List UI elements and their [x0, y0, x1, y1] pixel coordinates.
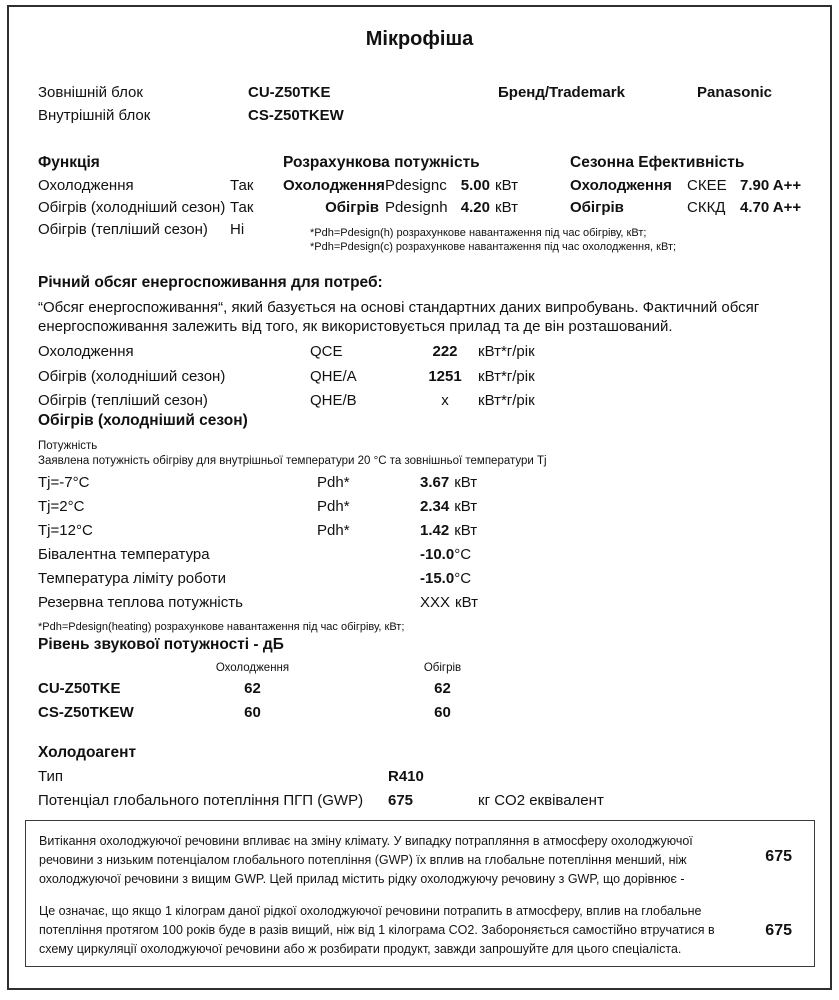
heating-footnote: *Pdh=Pdesign(heating) розрахункове навантаження під час обігріву, кВт; — [38, 621, 405, 633]
function-row — [38, 221, 283, 243]
seasonal-efficiency-title: Сезонна Ефективність — [570, 154, 745, 171]
sound-heating-value: 62 — [434, 680, 451, 697]
annual-energy-row — [38, 343, 808, 368]
seasonal-label: Охолодження — [570, 177, 672, 194]
indoor-unit-label: Внутрішній блок — [38, 107, 151, 124]
heating-unit: кВт — [455, 594, 478, 611]
annual-unit: кВт*г/рік — [478, 343, 535, 360]
seasonal-efficiency-column — [570, 154, 830, 221]
heating-unit: кВт — [454, 522, 478, 539]
function-title: Функція — [38, 154, 100, 171]
outdoor-unit-label: Зовнішній блок — [38, 84, 143, 101]
seasonal-code: СККД — [687, 199, 726, 216]
gwp-notice-box — [25, 820, 815, 967]
annual-label: Обігрів (холодніший сезон) — [38, 367, 226, 385]
design-capacity-row — [283, 199, 568, 221]
annual-label: Обігрів (тепліший сезон) — [38, 392, 208, 409]
function-label: Обігрів (тепліший сезон) — [38, 221, 208, 238]
design-capacity-label: Обігрів — [325, 199, 379, 216]
annual-value: 222 — [432, 343, 458, 360]
design-capacity-title: Розрахункова потужність — [283, 154, 480, 171]
annual-energy-title: Річний обсяг енергоспоживання для потреб: — [38, 274, 383, 291]
heating-label: Температура ліміту роботи — [38, 570, 226, 587]
sound-power-row — [38, 680, 808, 704]
brand-value: Panasonic — [697, 84, 773, 101]
seasonal-efficiency-row — [570, 177, 830, 199]
heating-row — [38, 546, 808, 570]
brand-label: Бренд/Trademark — [498, 84, 625, 101]
heating-label: Бівалентна температура — [38, 546, 210, 563]
heating-value: 1.42 — [420, 522, 450, 539]
heating-label: Tj=12°C — [38, 522, 93, 539]
heating-label: Резервна теплова потужність — [38, 594, 243, 611]
heating-code: Pdh* — [317, 498, 350, 515]
design-capacity-footnotes — [310, 226, 676, 254]
gwp-value-1: 675 — [765, 848, 792, 865]
heating-value: 3.67 — [420, 474, 450, 491]
refrigerant-section — [38, 744, 808, 815]
gwp-paragraph-2: Це означає, що якщо 1 кілограм даної рідкої охолоджуючої речовини потрапить в атмосферу, вплив на глобальне потепління протягом 100 років буде в разів вищий, ніж від 1 кілограма CO2. Забороняється самостійно втручатися в схему циркуляції охолоджуючої речовини або ж розбирати продукт, завжди запрошуйте для цього спеціаліста. — [39, 904, 715, 956]
gwp-paragraph-1: Витікання охолоджуючої речовини впливає на зміну клімату. У випадку потрапляння в атмосферу охолоджуючої речовини з низьким потенціалом глобального потепління (GWP) їх вплив на глобальне потепління менший, ніж охолоджуючої речовини з вищим GWP. Цей прилад містить рідку охолоджуючу речовину з GWP, що дорівнює - — [39, 834, 693, 886]
refrigerant-title: Холодоагент — [38, 744, 137, 761]
footnote: *Pdh=Pdesign(c) розрахункове навантаження під час охолодження, кВт; — [310, 241, 677, 253]
seasonal-value: 4.70 A++ — [740, 199, 802, 216]
annual-value: 1251 — [428, 367, 462, 385]
heating-row — [38, 570, 808, 594]
unit-header-block — [38, 84, 808, 130]
seasonal-efficiency-row — [570, 199, 830, 221]
sound-model: CS-Z50TKEW — [38, 704, 134, 721]
heating-section — [38, 412, 808, 633]
indoor-unit-row — [38, 107, 808, 130]
annual-label: Охолодження — [38, 343, 134, 360]
design-capacity-row — [283, 177, 568, 199]
function-column — [38, 154, 283, 243]
function-value: Так — [230, 199, 254, 216]
annual-energy-description: “Обсяг енергоспоживання“, який базується на основі стандартних даних випробувань. Фактичний обсяг енергоспоживання залежить від того, як використовується прилад та де він розташований. — [38, 299, 760, 335]
annual-code: QHE/B — [310, 392, 357, 409]
sound-power-row — [38, 704, 808, 728]
heating-unit: кВт — [454, 474, 478, 491]
heating-code: Pdh* — [317, 522, 350, 539]
annual-code: QCE — [310, 343, 343, 360]
function-label: Обігрів (холодніший сезон) — [38, 199, 226, 216]
heating-label: Tj=2°C — [38, 498, 85, 515]
refrigerant-gwp-value: 675 — [388, 792, 414, 809]
annual-energy-section — [38, 274, 808, 417]
outdoor-unit-row — [38, 84, 808, 107]
annual-unit: кВт*г/рік — [478, 392, 535, 409]
sound-power-section — [38, 636, 808, 728]
heating-code — [317, 570, 420, 594]
function-row — [38, 199, 283, 221]
design-capacity-value: 5.00 — [460, 177, 490, 194]
heating-code — [317, 594, 420, 618]
design-capacity-label: Охолодження — [283, 177, 385, 194]
heating-row — [38, 474, 808, 498]
heating-note: Заявлена потужність обігріву для внутрішньої температури 20 °C та зовнішньої температури Tj — [38, 455, 547, 467]
annual-energy-row — [38, 368, 808, 393]
design-capacity-value: 4.20 — [460, 199, 490, 216]
heating-row — [38, 594, 808, 618]
heating-row — [38, 522, 808, 546]
refrigerant-type-row — [38, 768, 808, 791]
function-row — [38, 177, 283, 199]
page-title: Мікрофіша — [365, 28, 474, 50]
sound-model: CU-Z50TKE — [38, 680, 121, 697]
sound-power-col-headers — [38, 662, 808, 680]
heating-unit: °C — [454, 546, 472, 563]
gwp-value-2: 675 — [765, 922, 792, 939]
seasonal-label: Обігрів — [570, 199, 624, 216]
sound-power-title: Рівень звукової потужності - дБ — [38, 636, 284, 653]
annual-value: x — [441, 392, 449, 409]
function-value: Ні — [230, 221, 245, 238]
sound-col-heating: Обігрів — [423, 662, 462, 674]
heating-code: Pdh* — [317, 474, 350, 491]
heating-row — [38, 498, 808, 522]
footnote: *Pdh=Pdesign(h) розрахункове навантаження під час обігріву, кВт; — [310, 227, 647, 239]
seasonal-value: 7.90 A++ — [740, 177, 802, 194]
outdoor-unit-model: CU-Z50TKE — [248, 84, 331, 101]
sound-cooling-value: 62 — [244, 680, 261, 697]
design-capacity-code: Pdesignc — [385, 177, 447, 194]
heating-value: -15.0 — [420, 570, 455, 587]
function-value: Так — [230, 177, 254, 194]
heating-value: 2.34 — [420, 498, 450, 515]
function-label: Охолодження — [38, 177, 134, 194]
refrigerant-type-value: R410 — [388, 768, 424, 785]
seasonal-code: СКЕЕ — [687, 177, 727, 194]
sound-heating-value: 60 — [434, 704, 451, 721]
refrigerant-gwp-label: Потенціал глобального потепління ПГП (GWP) — [38, 792, 364, 809]
heating-title: Обігрів (холодніший сезон) — [38, 412, 248, 429]
heating-label: Tj=-7°C — [38, 474, 90, 491]
heating-value: XXX — [420, 594, 451, 611]
design-capacity-column — [283, 154, 568, 221]
sound-cooling-value: 60 — [244, 704, 261, 721]
heating-unit: кВт — [454, 498, 478, 515]
indoor-unit-model: CS-Z50TKEW — [248, 107, 344, 124]
heating-value: -10.0 — [420, 546, 455, 563]
heating-subtitle: Потужність — [38, 440, 98, 452]
annual-code: QHE/A — [310, 367, 357, 385]
design-capacity-unit: кВт — [495, 199, 518, 216]
sound-col-cooling: Охолодження — [215, 662, 290, 674]
design-capacity-unit: кВт — [495, 177, 518, 194]
design-capacity-code: Pdesignh — [385, 199, 448, 216]
heating-unit: °C — [454, 570, 472, 587]
function-section — [0, 154, 839, 258]
refrigerant-gwp-row — [38, 792, 808, 815]
annual-unit: кВт*г/рік — [478, 367, 535, 385]
heating-code — [317, 546, 420, 570]
refrigerant-gwp-unit: кг CO2 еквівалент — [478, 792, 604, 809]
refrigerant-type-label: Тип — [38, 768, 64, 785]
